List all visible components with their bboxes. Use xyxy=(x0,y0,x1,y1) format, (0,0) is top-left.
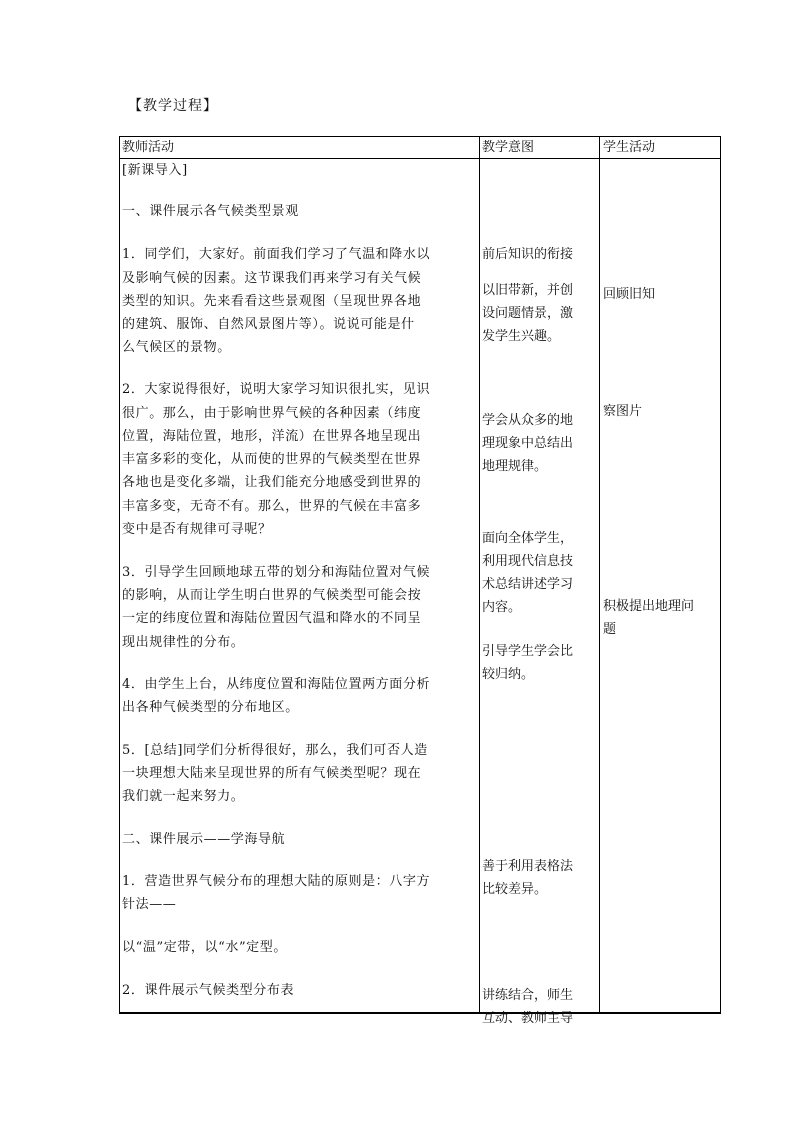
text-line: 及影响气候的因素。这节课我们再来学习有关气候 xyxy=(122,271,422,286)
text-line: 一、课件展示各气候类型景观 xyxy=(122,204,299,219)
text-line: 较归纳。 xyxy=(482,667,535,682)
table-border-left xyxy=(119,136,120,1014)
text-line: 面向全体学生， xyxy=(482,531,574,546)
text-line: 很广。那么，由于影响世界气候的各种因素（纬度 xyxy=(122,406,422,421)
table-border-divider-2 xyxy=(599,136,600,1014)
text-line: 么气候区的景物。 xyxy=(122,340,231,355)
text-line: 设问题情景，激 xyxy=(482,306,574,321)
table-border-bottom xyxy=(119,1012,721,1014)
teacher-activity-cell xyxy=(122,159,478,1011)
text-line: 丰富多变，无奇不有。那么，世界的气候在丰富多 xyxy=(122,499,422,514)
text-line: 2．大家说得很好，说明大家学习知识很扎实，见识 xyxy=(122,382,431,397)
text-line: 比较差异。 xyxy=(482,882,548,897)
table-border-divider-1 xyxy=(479,136,480,1014)
text-line: 变中是否有规律可寻呢？ xyxy=(122,522,272,537)
text-line: 术总结讲述学习 xyxy=(482,577,574,592)
text-line: 察图片 xyxy=(603,404,643,419)
text-line: 二、课件展示——学海导航 xyxy=(122,832,286,847)
student-activity-cell xyxy=(603,159,719,1011)
text-line: 题 xyxy=(603,622,617,637)
text-line: 一块理想大陆来呈现世界的所有气候类型呢？现在 xyxy=(122,766,422,781)
text-line: 发学生兴趣。 xyxy=(482,329,561,344)
text-line: 以旧带新，并创 xyxy=(482,283,574,298)
table-border-right xyxy=(720,136,721,1014)
header-student-activity: 学生活动 xyxy=(603,140,656,155)
text-line: 丰富多彩的变化，从而使的世界的气候类型在世界 xyxy=(122,452,422,467)
text-line: 现出规律性的分布。 xyxy=(122,635,245,650)
text-line: 一定的纬度位置和海陆位置因气温和降水的不同呈 xyxy=(122,611,422,626)
text-line: 5．[总结]同学们分析得很好，那么，我们可否人造 xyxy=(122,743,428,758)
text-line: 积极提出地理问 xyxy=(603,599,695,614)
text-line: 的建筑、服饰、自然风景图片等）。说说可能是什 xyxy=(122,317,415,332)
text-line: 讲练结合，师生 xyxy=(482,988,574,1003)
text-line: 针法—— xyxy=(122,897,177,912)
text-line: 的影响，从而让学生明白世界的气候类型可能会按 xyxy=(122,588,422,603)
text-line: 2．课件展示气候类型分布表 xyxy=(122,983,295,998)
text-line: 以“温”定带，以“水”定型。 xyxy=(122,940,287,955)
lesson-table xyxy=(119,136,721,1026)
text-line: 引导学生学会比 xyxy=(482,644,574,659)
text-line: [新课导入] xyxy=(122,163,188,178)
text-line: 1．同学们，大家好。前面我们学习了气温和降水以 xyxy=(122,247,431,262)
text-line: 前后知识的衔接 xyxy=(482,247,574,262)
text-line: 各地也是变化多端，让我们能充分地感受到世界的 xyxy=(122,475,422,490)
teaching-intent-cell xyxy=(482,159,598,1026)
text-line: 1．营造世界气候分布的理想大陆的原则是：八字方 xyxy=(122,874,431,889)
text-line: 理现象中总结出 xyxy=(482,436,574,451)
text-line: 互动、教师主导 xyxy=(482,1011,574,1026)
text-line: 地理规律。 xyxy=(482,459,548,474)
text-line: 出各种气候类型的分布地区。 xyxy=(122,700,299,715)
table-header-row xyxy=(119,136,721,158)
text-line: 我们就一起来努力。 xyxy=(122,789,245,804)
header-teacher-activity: 教师活动 xyxy=(122,140,175,155)
text-line: 善于利用表格法 xyxy=(482,859,574,874)
text-line: 位置，海陆位置，地形，洋流）在世界各地呈现出 xyxy=(122,429,422,444)
section-heading: 【教学过程】 xyxy=(128,98,218,114)
text-line: 回顾旧知 xyxy=(603,287,656,302)
header-teaching-intent: 教学意图 xyxy=(482,140,535,155)
text-line: 利用现代信息技 xyxy=(482,554,574,569)
text-line: 3．引导学生回顾地球五带的划分和海陆位置对气候 xyxy=(122,565,431,580)
text-line: 学会从众多的地 xyxy=(482,413,574,428)
text-line: 类型的知识。先来看看这些景观图（呈现世界各地 xyxy=(122,294,422,309)
text-line: 内容。 xyxy=(482,600,522,615)
text-line: 4．由学生上台，从纬度位置和海陆位置两方面分析 xyxy=(122,677,431,692)
